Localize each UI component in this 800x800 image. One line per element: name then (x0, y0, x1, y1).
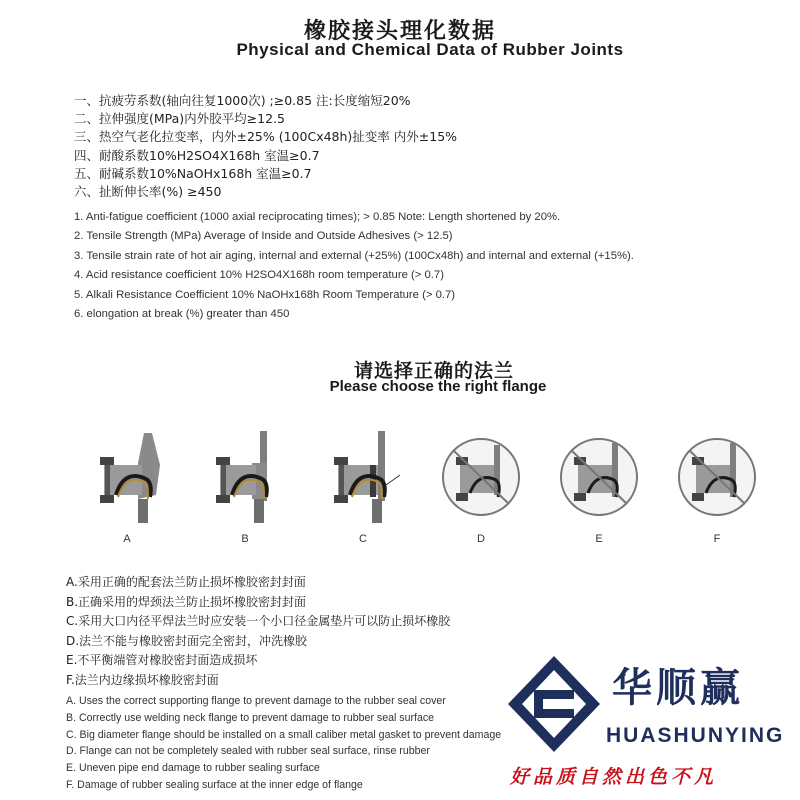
flange-d-drawing (440, 425, 522, 530)
flange-section-title-cn: 请选择正确的法兰 (353, 360, 514, 382)
flange-c-drawing (322, 425, 404, 530)
flange-notes-en (66, 693, 501, 794)
flange-diagram-b (204, 425, 286, 555)
flange-notes-cn (66, 573, 450, 691)
flange-diagram-c (322, 425, 404, 555)
flange-label-b: B (241, 533, 249, 545)
spec-cn-item: 五、耐碱系数10%NaOHx168h 室温≥0.7 (74, 165, 312, 181)
note-en-item: B. Correctly use welding neck flange to prevent damage to rubber seal surface (66, 711, 435, 724)
brand-watermark (500, 650, 800, 800)
flange-section-title-en: Please choose the right flange (329, 378, 547, 395)
note-en-item: D. Flange can not be completely sealed with rubber seal surface, rinse rubber (66, 745, 430, 758)
flange-diagram-e (558, 425, 640, 555)
spec-en-item: 3. Tensile strain rate of hot air aging, internal and external (+25%) (100Cx48h) and internal and external (+15%). (74, 249, 634, 262)
brand-name-en: HUASHUNYING (606, 724, 785, 747)
brand-name-cn: 华顺赢 (612, 665, 744, 711)
page-title-en: Physical and Chemical Data of Rubber Joints (236, 40, 624, 59)
spec-cn-item: 二、拉伸强度(MPa)内外胶平均≥12.5 (74, 111, 285, 127)
note-cn-item: C.采用大口内径平焊法兰时应安装一个小口径金属垫片可以防止损坏橡胶 (66, 614, 451, 629)
flange-label-a: A (123, 533, 131, 545)
note-en-item: E. Uneven pipe end damage to rubber sealing surface (66, 762, 320, 775)
flange-diagrams (86, 425, 766, 555)
flange-label-e: E (595, 533, 603, 545)
flange-b-drawing (204, 425, 286, 530)
flange-diagram-a (86, 425, 168, 555)
note-cn-item: A.采用正确的配套法兰防止损坏橡胶密封封面 (66, 575, 306, 589)
spec-cn-item: 四、耐酸系数10%H2SO4X168h 室温≥0.7 (74, 147, 320, 163)
spec-en-item: 6. elongation at break (%) greater than 450 (74, 308, 290, 321)
spec-cn-item: 三、热空气老化拉变率，内外±25% (100Cx48h)扯变率 内外±15% (74, 129, 458, 145)
spec-en-item: 1. Anti-fatigue coefficient (1000 axial reciprocating times); > 0.85 Note: Length shortened by 20%. (74, 211, 561, 223)
flange-label-c: C (359, 533, 367, 545)
note-en-item: F. Damage of rubber sealing surface at the inner edge of flange (66, 778, 363, 791)
huashunying-logo-icon (504, 654, 604, 759)
flange-label-d: D (477, 533, 485, 545)
spec-cn-item: 六、扯断伸长率(%) ≥450 (74, 184, 222, 200)
note-cn-item: B.正确采用的焊颈法兰防止损坏橡胶密封封面 (66, 594, 307, 609)
page-title-cn: 橡胶接头理化数据 (303, 19, 496, 44)
note-en-item: A. Uses the correct supporting flange to prevent damage to the rubber seal cover (66, 695, 446, 707)
spec-en-item: 4. Acid resistance coefficient 10% H2SO4X168h room temperature (> 0.7) (74, 269, 444, 282)
note-cn-item: E.不平衡端管对橡胶密封面造成损坏 (66, 653, 258, 668)
specs-en-list (74, 208, 634, 324)
note-cn-item: F.法兰内边缘损坏橡胶密封面 (66, 672, 219, 687)
flange-f-drawing (676, 425, 758, 530)
spec-en-item: 2. Tensile Strength (MPa) Average of Inside and Outside Adhesives (> 12.5) (74, 230, 453, 243)
flange-diagram-d (440, 425, 522, 555)
flange-a-drawing (86, 425, 168, 530)
flange-e-drawing (558, 425, 640, 530)
flange-diagram-f (676, 425, 758, 555)
spec-cn-item: 一、抗疲劳系数(轴向往复1000次) ;≥0.85 注:长度缩短20% (74, 93, 411, 108)
note-cn-item: D.法兰不能与橡胶密封面完全密封，冲洗橡胶 (66, 633, 308, 648)
brand-slogan: 好品质自然出色不凡 (510, 766, 718, 788)
note-en-item: C. Big diameter flange should be installed on a small caliber metal gasket to prevent damage (66, 728, 502, 741)
specs-cn-list (74, 92, 457, 201)
flange-label-f: F (713, 533, 721, 545)
spec-en-item: 5. Alkali Resistance Coefficient 10% NaOHx168h Room Temperature (> 0.7) (74, 288, 456, 301)
